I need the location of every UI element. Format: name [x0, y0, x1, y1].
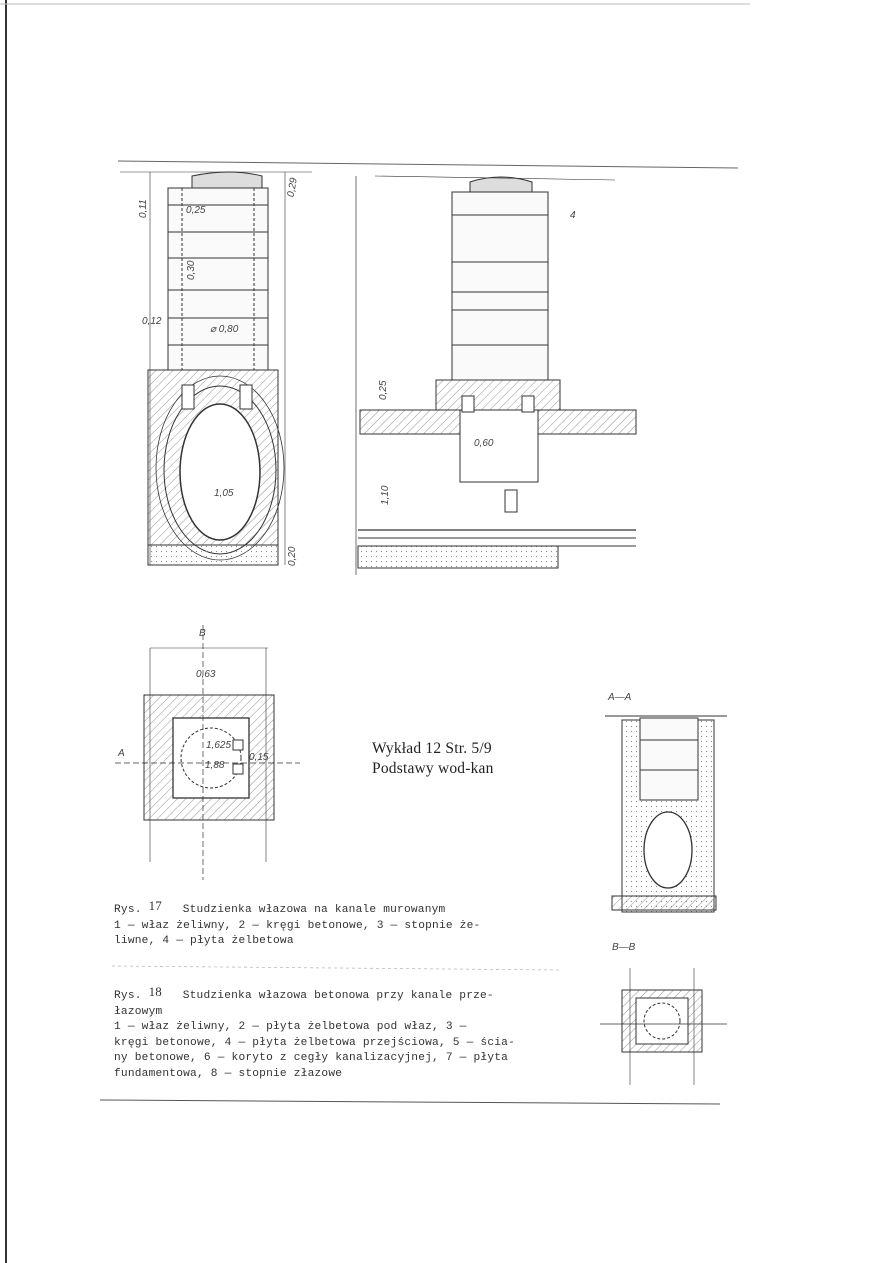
- dim-label: 0,25: [186, 205, 206, 216]
- figure-17-caption: [114, 898, 564, 950]
- dim-label: 0,20: [287, 546, 298, 566]
- dim-label: 0,63: [196, 669, 216, 680]
- section-mark: B—B: [612, 942, 636, 953]
- dim-label: 1,88: [205, 760, 225, 771]
- figure-number: 18: [148, 984, 162, 999]
- figure-legend-line: kręgi betonowe, 4 — płyta żelbetowa przejściowa, 5 — ścia-: [114, 1036, 515, 1049]
- figure-legend-line: 1 — właz żeliwny, 2 — kręgi betonowe, 3 — stopnie że-: [114, 919, 481, 932]
- section-mark: A: [118, 748, 125, 759]
- dim-label: 0,60: [474, 438, 494, 449]
- figure-number: 17: [148, 898, 162, 913]
- dim-label: 1,10: [380, 485, 391, 505]
- dim-label: 0,25: [378, 380, 389, 400]
- figure-legend-line: fundamentowa, 8 — stopnie złazowe: [114, 1067, 343, 1080]
- figure-title: Studzienka włazowa na kanale murowanym: [182, 904, 446, 916]
- figure-prefix: Rys.: [114, 990, 142, 1002]
- fig17-elevation: [120, 172, 312, 565]
- dim-label: 1,05: [214, 488, 234, 499]
- fig18-section: [605, 716, 727, 912]
- section-mark: B: [199, 628, 206, 639]
- figure-prefix: Rys.: [114, 904, 142, 916]
- dim-label: 0,12: [142, 316, 162, 327]
- dim-label: 0,15: [249, 752, 269, 763]
- figure-title: Studzienka włazowa betonowa przy kanale prze-: [182, 990, 494, 1002]
- figure-legend-line: liwne, 4 — płyta żelbetowa: [114, 935, 294, 947]
- figure-legend-line: łazowym: [114, 1005, 163, 1018]
- figure-18-caption: [114, 984, 574, 1082]
- item-number: 4: [570, 210, 576, 221]
- figure-legend-line: 1 — właz żeliwny, 2 — płyta żelbetowa pod właz, 3 —: [114, 1021, 467, 1033]
- lecture-subtitle: Podstawy wod-kan: [372, 760, 494, 777]
- fig17-section: [356, 176, 636, 575]
- fig17-plan: [115, 625, 300, 880]
- dim-label: 0,29: [285, 176, 300, 199]
- figure-legend-line: ny betonowe, 6 — koryto z cegły kanalizacyjnej, 7 — płyta: [114, 1052, 509, 1064]
- dim-label: 1,625: [206, 740, 232, 751]
- dim-label: 0,30: [186, 260, 197, 280]
- section-mark: A—A: [608, 692, 632, 703]
- lecture-title: Wykład 12 Str. 5/9: [372, 740, 492, 757]
- dim-label: ⌀ 0,80: [210, 324, 239, 335]
- dim-label: 0,11: [138, 199, 149, 218]
- fig18-plan: [600, 968, 727, 1085]
